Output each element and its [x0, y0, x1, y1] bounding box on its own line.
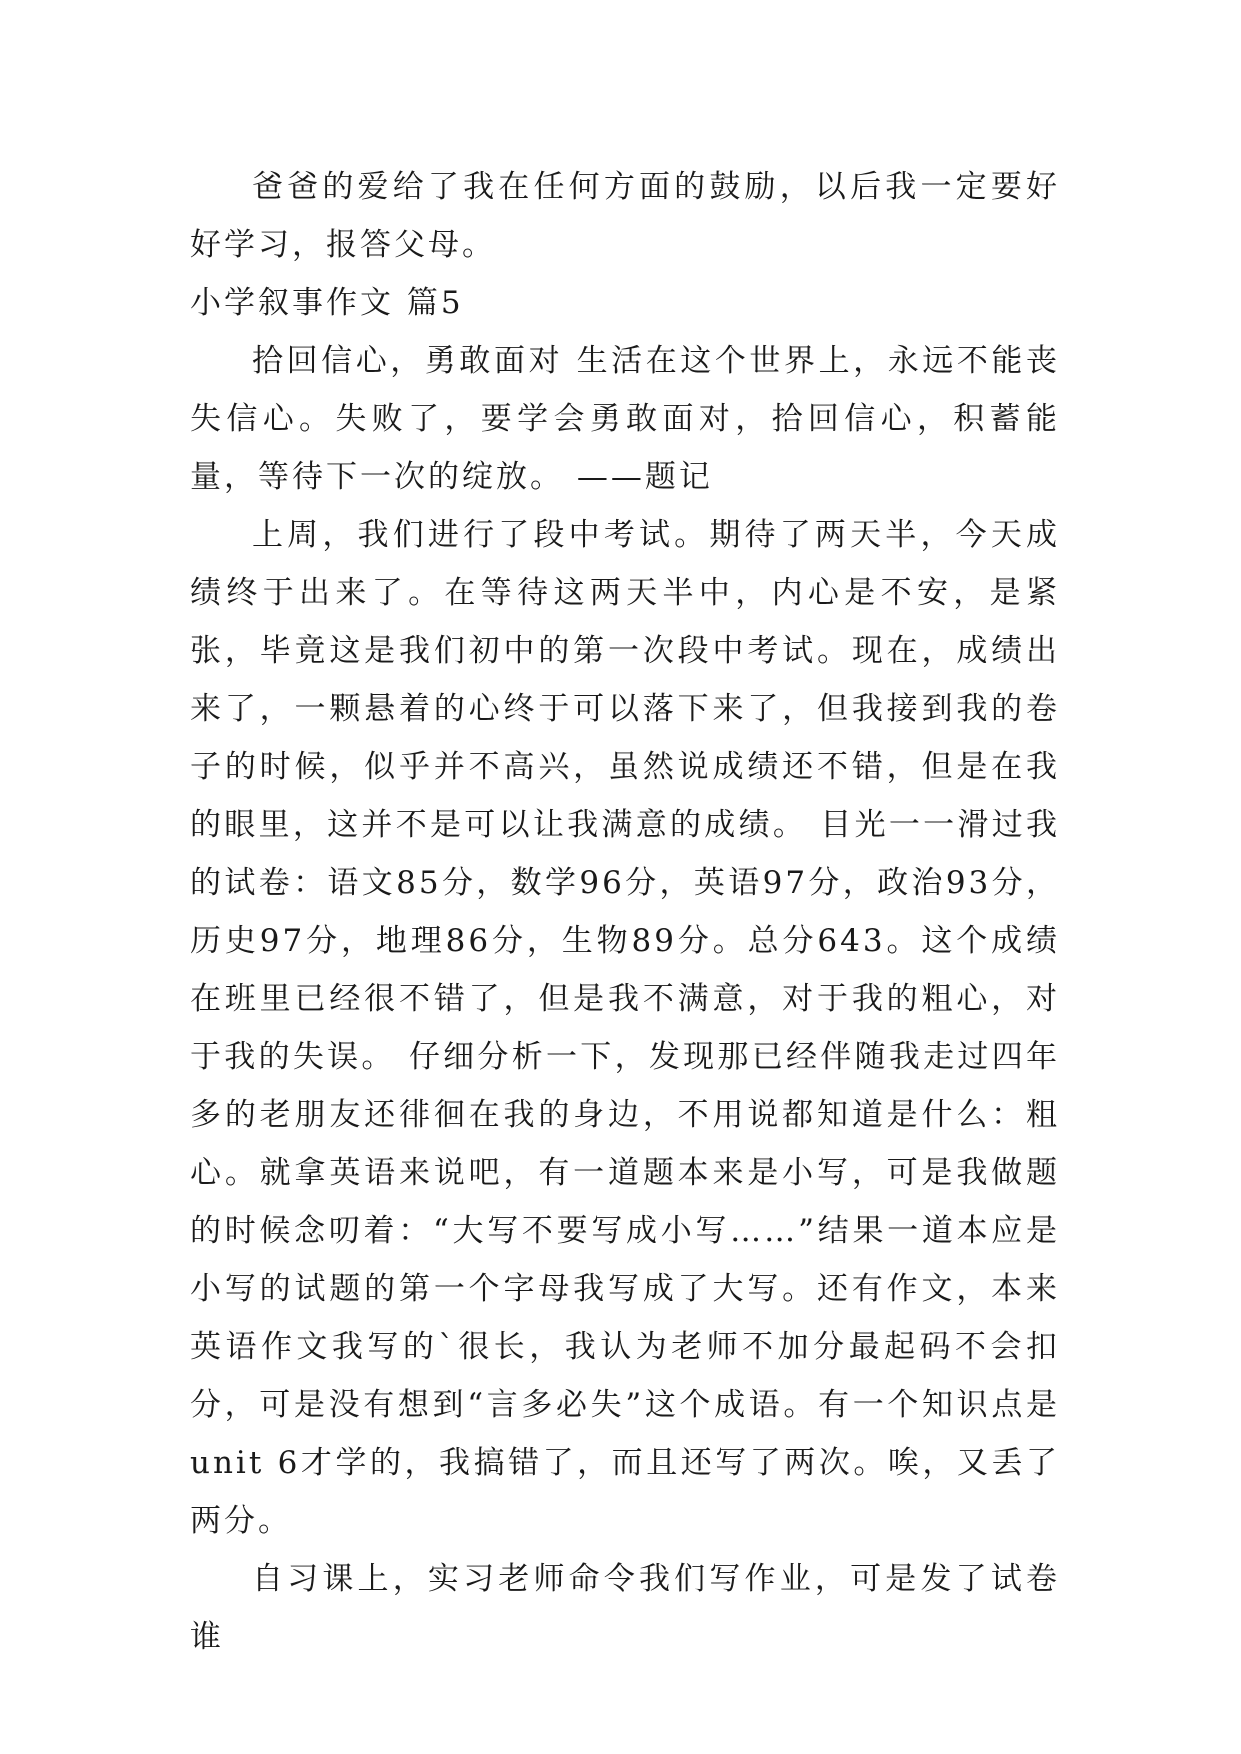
paragraph-study-hall: 自习课上，实习老师命令我们写作业，可是发了试卷谁	[190, 1561, 1060, 1655]
paragraph-epigraph: 拾回信心，勇敢面对 生活在这个世界上，永远不能丧失信心。失败了，要学会勇敢面对，拾回信心，积蓄能量，等待下一次的绽放。 ——题记	[190, 343, 1060, 495]
paragraph-exam-results: 上周，我们进行了段中考试。期待了两天半，今天成绩终于出来了。在等待这两天半中，内心是不安，是紧张，毕竟这是我们初中的第一次段中考试。现在，成绩出来了，一颗悬着的心终于可以落下来了，但我接到我的卷子的时候，似乎并不高兴，虽然说成绩还不错，但是在我的眼里，这并不是可以让我满意的成绩。 目光一一滑过我的试卷：语文85分，数学96分，英语97分，政治93分，历史97分，地理86分，生物89分。总分643。这个成绩在班里已经很不错了，但是我不满意，对于我的粗心，对于我的失误。 仔细分析一下，发现那已经伴随我走过四年多的老朋友还徘徊在我的身边，不用说都知道是什么：粗心。就拿英语来说吧，有一道题本来是小写，可是我做题的时候念叨着：“大写不要写成小写……”结果一道本应是小写的试题的第一个字母我写成了大写。还有作文，本来英语作文我写的`很长，我认为老师不加分最起码不会扣分，可是没有想到“言多必失”这个成语。有一个知识点是unit 6才学的，我搞错了，而且还写了两次。唉，又丢了两分。	[190, 517, 1060, 1539]
document-body	[190, 158, 1060, 1666]
section-heading: 小学叙事作文 篇5	[190, 285, 464, 321]
paragraph-closing: 爸爸的爱给了我在任何方面的鼓励，以后我一定要好好学习，报答父母。	[190, 169, 1060, 263]
